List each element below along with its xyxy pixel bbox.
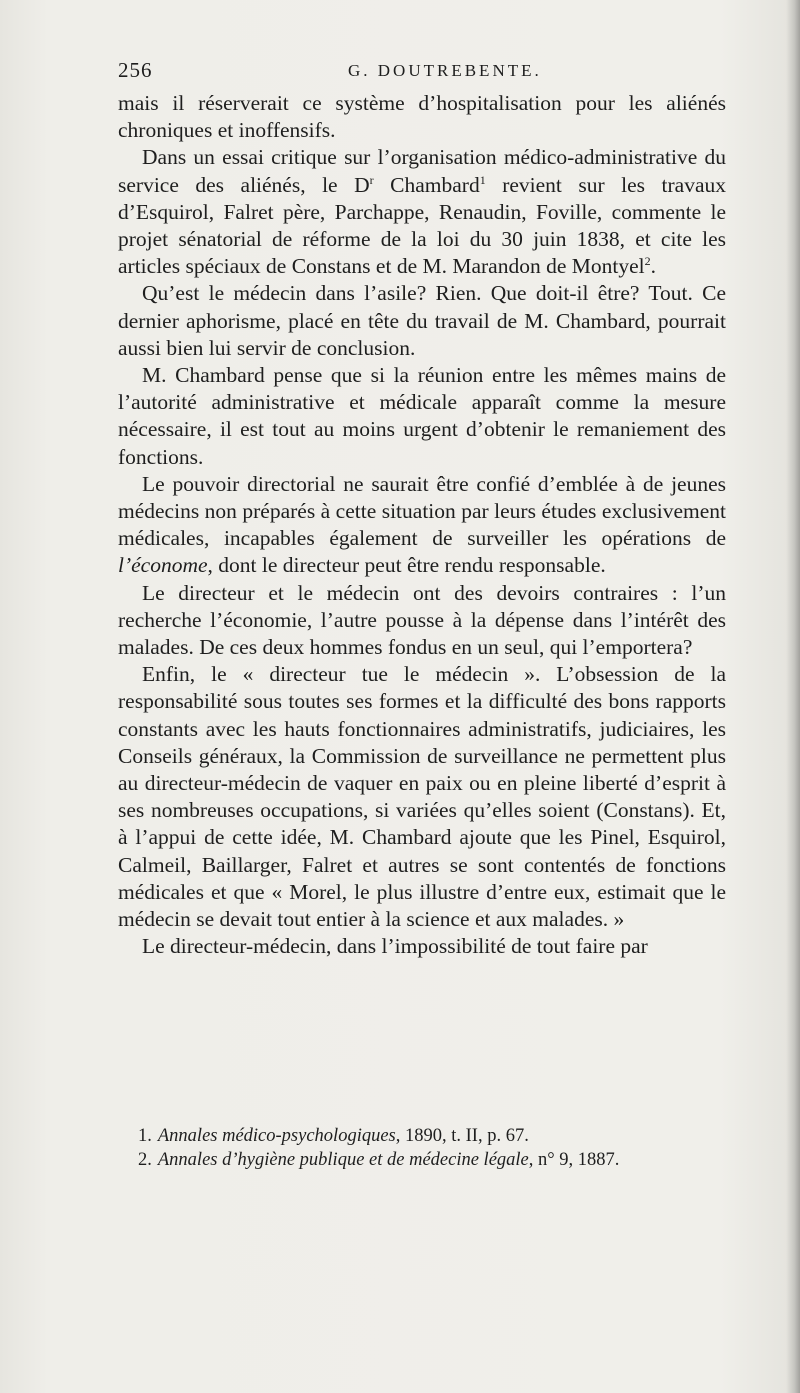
- text-run: Dans un essai critique sur l’organisation médico-administrative du service des aliénés, le D: [118, 145, 726, 197]
- paragraph: [118, 661, 726, 933]
- paragraph: [118, 933, 726, 960]
- superscript: 1: [479, 172, 486, 187]
- paragraph: [118, 362, 726, 471]
- text-run: Le pouvoir directorial ne saurait être confié d’emblée à de jeunes médecins non préparés à cette situation par leurs études exclusivement médicales, incapables également de surveiller les opérations de: [118, 471, 726, 551]
- footnote-number: 1.: [138, 1126, 152, 1146]
- text-run: M. Chambard pense que si la réunion entre les mêmes mains de l’autorité administrative et médicale apparaît comme la mesure nécessaire, il est tout au moins urgent d’obtenir le remaniement des fonctions.: [118, 363, 726, 469]
- footnote-number: 2.: [138, 1150, 152, 1170]
- running-head: G. DOUTREBENTE.: [348, 61, 542, 80]
- text-run: , dont le directeur peut être rendu responsable.: [207, 553, 606, 578]
- text-run: Chambard: [373, 172, 480, 197]
- italic-text: Annales d’hygiène publique et de médecine légale: [157, 1150, 529, 1170]
- paragraph: [118, 471, 726, 580]
- paragraph: [118, 280, 726, 362]
- text-run: , 1890, t. II, p. 67.: [395, 1126, 529, 1146]
- body-text: [118, 90, 726, 961]
- paragraph: [118, 144, 726, 280]
- superscript: 2: [644, 254, 651, 269]
- text-run: Qu’est le médecin dans l’asile? Rien. Que doit-il être? Tout. Ce dernier aphorisme, placé en tête du travail de M. Chambard, pourrait aussi bien lui servir de conclusion.: [118, 281, 726, 360]
- text-run: Le directeur et le médecin ont des devoirs contraires : l’un recherche l’économie, l’autre pousse à la dépense dans l’intérêt des malades. De ces deux hommes fondus en un seul, qui l’emportera?: [118, 580, 726, 660]
- footnote: [118, 1148, 728, 1172]
- italic-text: l’économe: [118, 553, 208, 578]
- page-number: 256: [118, 58, 153, 82]
- paragraph: [118, 580, 726, 662]
- superscript: r: [369, 172, 374, 187]
- text-run: Le directeur-médecin, dans l’impossibilité de tout faire par: [142, 934, 648, 959]
- text-run: Enfin, le « directeur tue le médecin ». L’obsession de la responsabilité sous toutes ses formes et la difficulté des bons rapports constants avec les hauts fonctionnaires administratifs, judiciaires, les Conseils généraux, la Commission de surveillance ne permettent plus au directeur-médecin de vaquer en paix ou en pleine liberté d’esprit à ses nombreuses occupations, si variées qu’elles soient (Constans). Et, à l’appui de cette idée, M. Chambard ajoute que les Pinel, Esquirol, Calmeil, Baillarger, Falret et autres se sont contentés de fonctions médicales et que « Morel, le plus illustre d’entre eux, estimait que le médecin se devait tout entier à la science et aux malades. »: [118, 662, 726, 932]
- text-run: revient sur les travaux d’Esquirol, Falret père, Parchappe, Renaudin, Foville, commente le projet sénatorial de réforme de la loi du 30 juin 1838, et cite les articles spéciaux de Constans et de M. Marandon de Montyel: [118, 172, 727, 279]
- text-run: .: [650, 254, 656, 279]
- page-header: [118, 58, 728, 88]
- page-edge-shadow: [786, 0, 800, 1393]
- text-run: , n° 9, 1887.: [528, 1150, 620, 1170]
- text-run: mais il réserverait ce système d’hospitalisation pour les aliénés chroniques et inoffensifs.: [118, 91, 726, 143]
- footnote: [118, 1124, 728, 1148]
- footnotes: [118, 1124, 728, 1172]
- italic-text: Annales médico-psychologiques: [157, 1126, 396, 1146]
- paragraph: [118, 90, 726, 144]
